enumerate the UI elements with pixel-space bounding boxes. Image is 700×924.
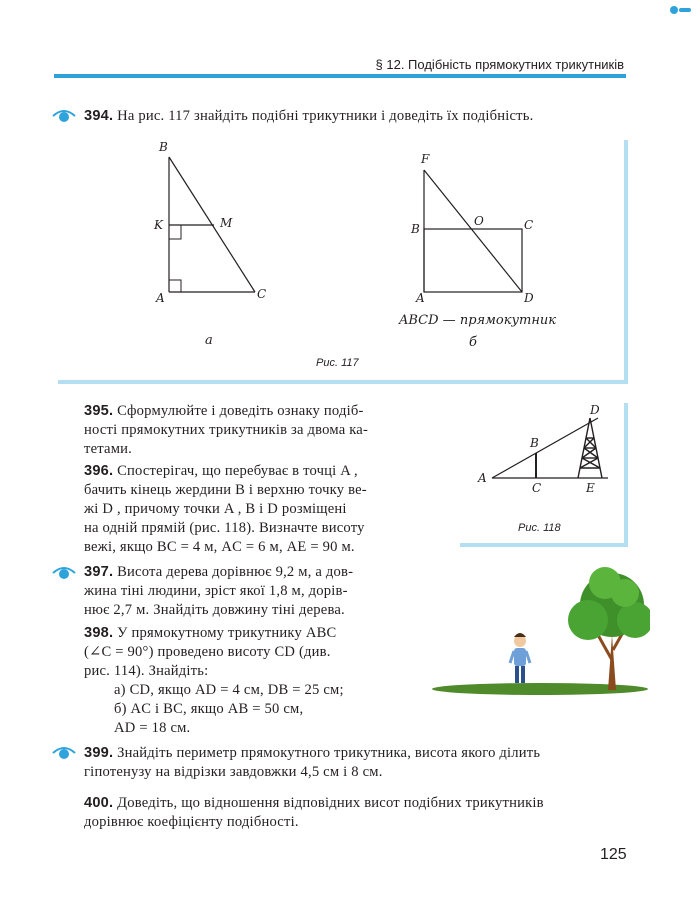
problem-line: вежі, якщо BC = 4 м, AC = 6 м, AE = 90 м. xyxy=(84,539,355,555)
problem-number: 397. xyxy=(84,564,114,580)
figure-117b xyxy=(400,145,550,310)
label-B: B xyxy=(159,140,168,154)
level-circle-icon xyxy=(52,744,74,760)
problem-line: гіпотенузу на відрізки завдовжки 4,5 см і 8 см. xyxy=(84,764,383,780)
problem-line: Спостерігач, що перебуває в точці A , xyxy=(117,463,358,479)
problem-400 xyxy=(84,794,644,832)
problem-line: рис. 114). Знайдіть: xyxy=(84,663,209,679)
figure-117a xyxy=(140,135,290,310)
problem-number: 394. xyxy=(84,108,114,124)
section-title: § 12. Подібність прямокутних трикутників xyxy=(375,57,624,72)
problem-398 xyxy=(84,624,424,738)
label-B: B xyxy=(411,222,420,236)
problem-number: 395. xyxy=(84,403,114,419)
problem-line: ності прямокутних трикутників за двома ка- xyxy=(84,422,369,438)
problem-number: 398. xyxy=(84,625,114,641)
figure-118-frame-bottom xyxy=(460,543,628,547)
problem-number: 399. xyxy=(84,745,114,761)
label-A: A xyxy=(478,471,487,485)
figure-117-frame-right xyxy=(624,140,628,384)
problem-line: Висота дерева дорівнює 9,2 м, а дов- xyxy=(117,564,354,580)
e-book-logo-icon xyxy=(670,2,692,12)
problem-line: тетами. xyxy=(84,441,132,457)
problem-line: (∠C = 90°) проведено висоту CD (див. xyxy=(84,644,331,660)
problem-item: AD = 18 см. xyxy=(114,720,191,736)
figure-117-sub-b: б xyxy=(469,335,477,350)
label-D: D xyxy=(524,291,534,305)
problem-number: 400. xyxy=(84,795,114,811)
problem-text: На рис. 117 знайдіть подібні трикутники і доведіть їх подібність. xyxy=(117,108,534,124)
label-A: A xyxy=(156,291,165,305)
page-number: 125 xyxy=(600,846,627,863)
header-rule xyxy=(54,74,626,78)
problem-item: б) AC і BC, якщо AB = 50 см, xyxy=(114,701,304,717)
label-C: C xyxy=(532,481,542,495)
label-K: K xyxy=(154,218,163,232)
figure-118-caption: Рис. 118 xyxy=(518,522,561,534)
problem-line: на одній прямій (рис. 118). Визначте висоту xyxy=(84,520,365,536)
label-D: D xyxy=(590,403,600,417)
problem-line: У прямокутному трикутнику ABC xyxy=(117,625,337,641)
label-A: A xyxy=(416,291,425,305)
problem-394 xyxy=(84,107,533,126)
label-M: M xyxy=(220,216,233,230)
problem-line: жі D , причому точки A , B і D розміщені xyxy=(84,501,347,517)
problem-line: жина тіні людини, зріст якої 1,8 м, дорів- xyxy=(84,583,348,599)
problem-396 xyxy=(84,462,424,557)
tree-and-person-illustration xyxy=(430,565,650,700)
label-F: F xyxy=(421,152,430,166)
label-C: C xyxy=(257,287,267,301)
level-circle-icon xyxy=(52,107,74,123)
problem-line: Сформулюйте і доведіть ознаку подіб- xyxy=(117,403,364,419)
problem-line: нює 2,7 м. Знайдіть довжину тіні дерева. xyxy=(84,602,345,618)
problem-number: 396. xyxy=(84,463,114,479)
problem-line: Знайдіть периметр прямокутного трикутника, висота якого ділить xyxy=(117,745,541,761)
person-icon xyxy=(510,633,530,683)
label-C: C xyxy=(524,218,534,232)
level-circle-icon xyxy=(52,564,74,580)
label-O: O xyxy=(474,214,484,228)
figure-118 xyxy=(470,400,620,500)
figure-118-frame-right xyxy=(624,403,628,547)
figure-117-note: ABCD — прямокутник xyxy=(399,313,557,328)
problem-item: а) CD, якщо AD = 4 см, DB = 25 см; xyxy=(114,682,344,698)
figure-117-caption: Рис. 117 xyxy=(316,357,359,369)
problem-397 xyxy=(84,563,424,620)
label-B: B xyxy=(530,436,539,450)
problem-line: дорівнює коефіцієнту подібності. xyxy=(84,814,299,830)
problem-line: Доведіть, що відношення відповідних висот подібних трикутників xyxy=(117,795,544,811)
problem-399 xyxy=(84,744,644,782)
label-E: E xyxy=(586,481,595,495)
problem-line: бачить кінець жердини B і верхню точку ве- xyxy=(84,482,367,498)
figure-117-frame-bottom xyxy=(58,380,628,384)
problem-395 xyxy=(84,402,424,459)
figure-117-sub-a: а xyxy=(205,333,213,348)
